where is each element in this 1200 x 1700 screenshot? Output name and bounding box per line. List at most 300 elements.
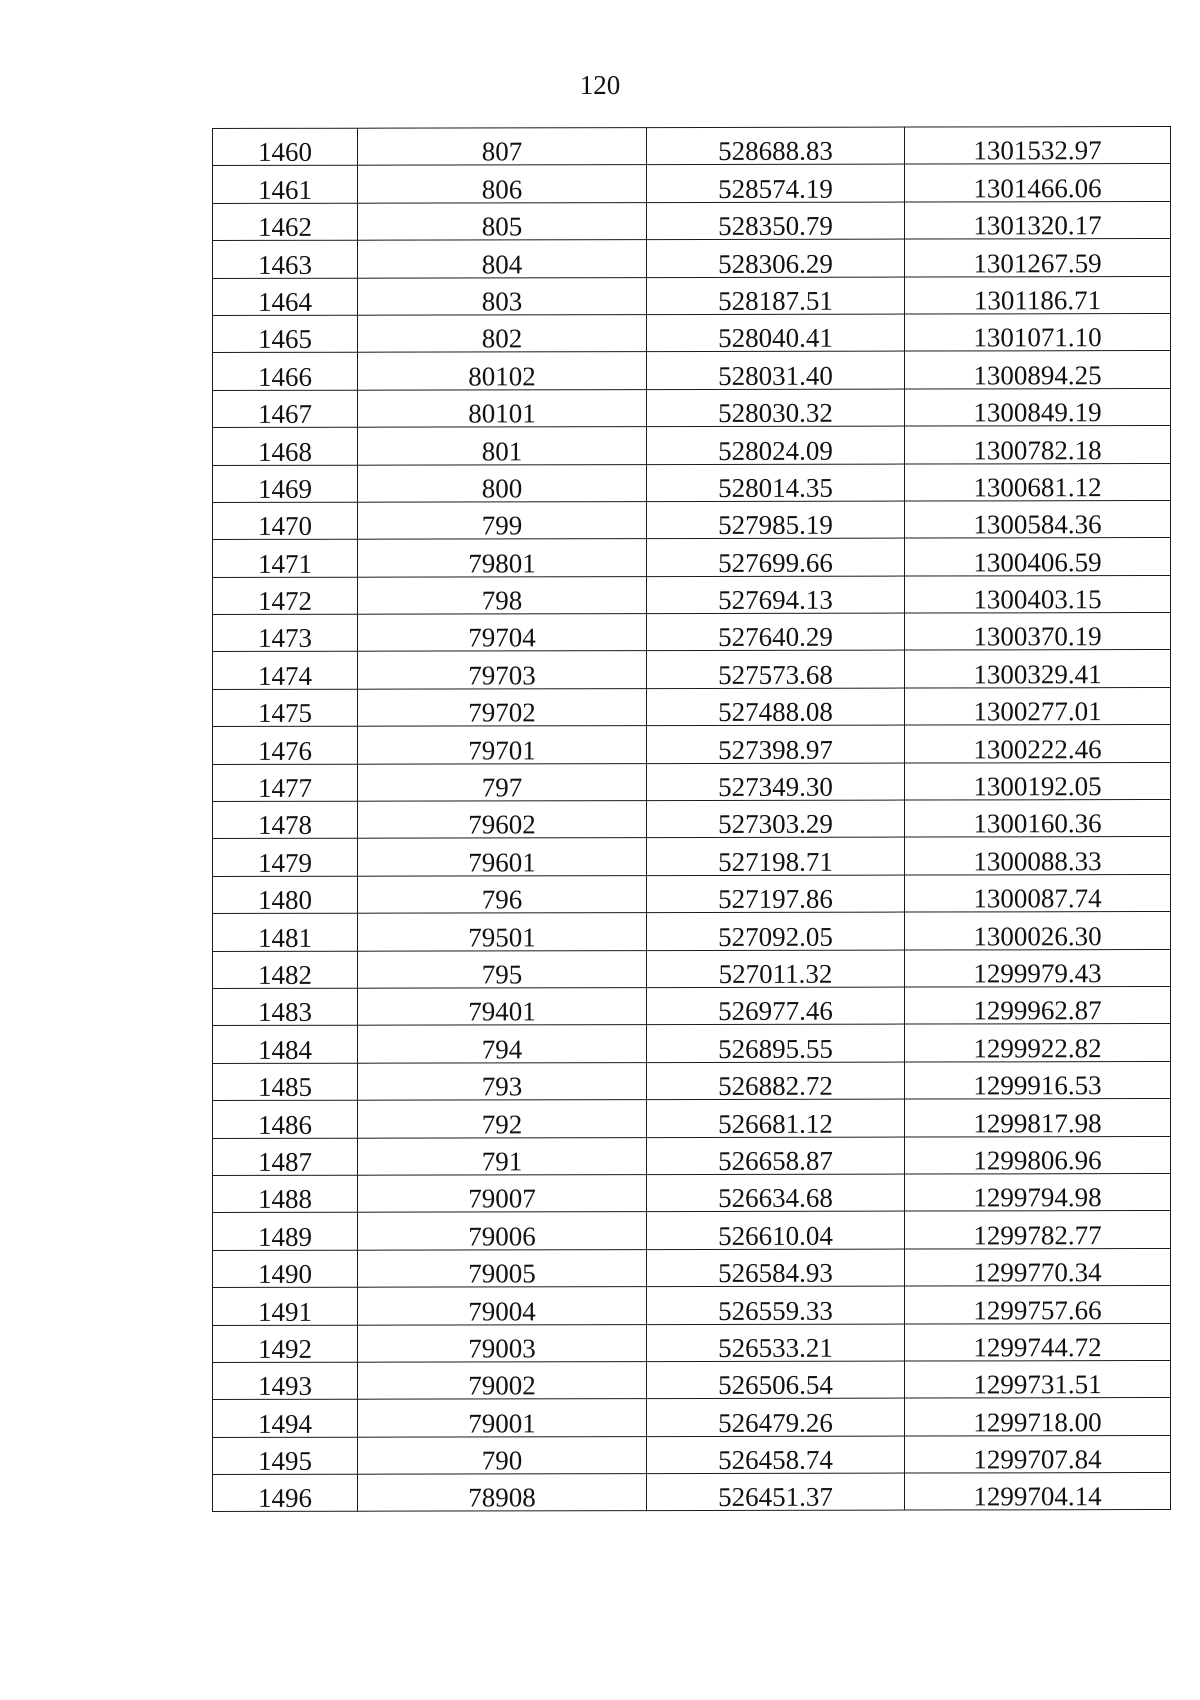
cell-text: 1469	[258, 473, 312, 504]
row-index-cell	[213, 128, 358, 166]
table-row	[213, 1099, 1171, 1138]
row-index-cell	[213, 166, 358, 204]
cell-text: 79601	[468, 847, 536, 878]
table-row	[213, 1360, 1171, 1399]
x-coordinate-cell	[647, 725, 905, 763]
cell-text: 1465	[258, 324, 312, 355]
x-coordinate-cell	[647, 239, 905, 277]
table-row	[213, 1024, 1171, 1063]
y-coordinate-cell	[905, 351, 1171, 389]
table-row	[213, 1061, 1171, 1100]
cell-text: 1487	[258, 1146, 312, 1177]
y-coordinate-cell	[905, 1173, 1171, 1211]
cell-text: 1299922.82	[973, 1032, 1102, 1064]
point-id-cell	[358, 1062, 647, 1100]
cell-text: 791	[481, 1146, 523, 1177]
table-row	[213, 613, 1171, 652]
row-index-cell	[213, 652, 358, 690]
row-index-cell	[213, 240, 358, 278]
cell-text: 793	[481, 1071, 523, 1102]
y-coordinate-cell	[905, 388, 1171, 426]
y-coordinate-cell	[905, 613, 1171, 651]
table-row	[213, 201, 1171, 240]
y-coordinate-cell	[905, 762, 1171, 800]
cell-text: 528350.79	[718, 210, 833, 242]
cell-text: 1485	[258, 1071, 312, 1103]
cell-text: 1299707.84	[973, 1444, 1102, 1475]
cell-text: 527303.29	[718, 809, 833, 840]
point-id-cell	[358, 315, 647, 353]
y-coordinate-cell	[905, 1099, 1171, 1137]
point-id-cell	[358, 1399, 647, 1437]
y-coordinate-cell	[905, 1473, 1171, 1511]
x-coordinate-cell	[647, 688, 905, 726]
cell-text: 1299794.98	[973, 1182, 1102, 1213]
cell-text: 79602	[468, 809, 536, 840]
row-index-cell	[213, 390, 358, 428]
cell-text: 1481	[258, 922, 312, 953]
point-id-cell	[358, 539, 647, 577]
cell-text: 1473	[258, 623, 312, 654]
cell-text: 1299757.66	[973, 1294, 1102, 1325]
cell-text: 802	[481, 323, 523, 354]
cell-text: 1299782.77	[973, 1219, 1102, 1251]
row-index-cell	[213, 1175, 358, 1213]
y-coordinate-cell	[905, 276, 1171, 314]
table-row	[213, 837, 1171, 876]
point-id-cell	[358, 165, 647, 203]
y-coordinate-cell	[905, 912, 1171, 950]
table-row	[213, 725, 1171, 764]
y-coordinate-cell	[905, 837, 1171, 875]
cell-text: 1484	[258, 1034, 312, 1065]
cell-text: 1300026.30	[973, 920, 1102, 951]
cell-text: 1462	[258, 211, 312, 243]
cell-text: 527398.97	[718, 734, 833, 765]
table-row	[213, 426, 1171, 465]
cell-text: 1300087.74	[973, 883, 1102, 914]
cell-text: 526977.46	[718, 996, 833, 1027]
cell-text: 1300192.05	[973, 771, 1102, 802]
table-row	[213, 874, 1171, 913]
cell-text: 1299916.53	[973, 1070, 1102, 1101]
table-row	[213, 949, 1171, 988]
cell-text: 1461	[258, 174, 312, 205]
point-id-cell	[358, 277, 647, 315]
row-index-cell	[213, 278, 358, 316]
cell-text: 527011.32	[718, 958, 833, 989]
row-index-cell	[213, 951, 358, 989]
row-index-cell	[213, 502, 358, 540]
table-row	[213, 239, 1171, 278]
cell-text: 1496	[258, 1483, 312, 1514]
cell-text: 526451.37	[718, 1482, 833, 1513]
cell-text: 1300406.59	[973, 546, 1102, 578]
point-id-cell	[358, 128, 647, 166]
point-id-cell	[358, 726, 647, 764]
row-index-cell	[213, 1399, 358, 1437]
cell-text: 797	[481, 772, 523, 803]
cell-text: 1467	[258, 398, 312, 430]
cell-text: 792	[481, 1108, 523, 1139]
table-row	[213, 650, 1171, 689]
y-coordinate-cell	[905, 687, 1171, 725]
cell-text: 807	[481, 136, 523, 167]
point-id-cell	[358, 389, 647, 427]
table-row	[213, 1398, 1171, 1437]
cell-text: 1476	[258, 735, 312, 766]
cell-text: 1300370.19	[973, 621, 1102, 652]
cell-text: 79006	[468, 1221, 536, 1252]
cell-text: 1482	[258, 959, 312, 990]
cell-text: 527488.08	[718, 696, 833, 728]
cell-text: 78908	[468, 1482, 536, 1513]
y-coordinate-cell	[905, 1211, 1171, 1249]
table-row	[213, 1473, 1171, 1512]
table-row	[213, 912, 1171, 951]
point-id-cell	[358, 651, 647, 689]
cell-text: 79801	[468, 548, 536, 579]
cell-text: 1299770.34	[973, 1257, 1102, 1288]
row-index-cell	[213, 465, 358, 503]
table-row	[213, 1211, 1171, 1250]
x-coordinate-cell	[647, 1174, 905, 1212]
point-id-cell	[358, 688, 647, 726]
row-index-cell	[213, 539, 358, 577]
cell-text: 1477	[258, 772, 312, 803]
y-coordinate-cell	[905, 1323, 1171, 1361]
cell-text: 526658.87	[718, 1145, 833, 1176]
cell-text: 527699.66	[718, 547, 833, 578]
coordinates-table-container	[212, 126, 1170, 1512]
y-coordinate-cell	[905, 126, 1171, 164]
cell-text: 1489	[258, 1221, 312, 1252]
cell-text: 1466	[258, 361, 312, 392]
cell-text: 528031.40	[718, 360, 833, 391]
x-coordinate-cell	[647, 1361, 905, 1399]
y-coordinate-cell	[905, 1024, 1171, 1062]
cell-text: 795	[481, 959, 523, 990]
cell-text: 1301320.17	[973, 210, 1102, 241]
cell-text: 526584.93	[718, 1257, 833, 1289]
cell-text: 1474	[258, 660, 312, 691]
table-row	[213, 1435, 1171, 1474]
cell-text: 79001	[468, 1407, 536, 1439]
cell-text: 1299744.72	[973, 1332, 1102, 1363]
x-coordinate-cell	[647, 1286, 905, 1324]
cell-text: 1299718.00	[973, 1406, 1102, 1438]
row-index-cell	[213, 1362, 358, 1400]
x-coordinate-cell	[647, 1398, 905, 1436]
point-id-cell	[358, 1361, 647, 1399]
y-coordinate-cell	[905, 500, 1171, 538]
y-coordinate-cell	[905, 650, 1171, 688]
cell-text: 528040.41	[718, 323, 833, 354]
cell-text: 1463	[258, 249, 312, 280]
cell-text: 1301071.10	[973, 322, 1102, 353]
table-row	[213, 1173, 1171, 1212]
cell-text: 1300782.18	[973, 434, 1102, 465]
cell-text: 1486	[258, 1109, 312, 1140]
cell-text: 528014.35	[718, 472, 833, 503]
cell-text: 527985.19	[718, 509, 833, 541]
cell-text: 528030.32	[718, 397, 833, 429]
cell-text: 526479.26	[718, 1407, 833, 1438]
y-coordinate-cell	[905, 575, 1171, 613]
y-coordinate-cell	[905, 164, 1171, 202]
row-index-cell	[213, 839, 358, 877]
cell-text: 800	[481, 473, 523, 504]
y-coordinate-cell	[905, 313, 1171, 351]
cell-text: 1300277.01	[973, 696, 1102, 727]
cell-text: 527349.30	[718, 771, 833, 802]
point-id-cell	[358, 838, 647, 876]
x-coordinate-cell	[647, 613, 905, 651]
cell-text: 1300403.15	[973, 584, 1102, 615]
table-row	[213, 986, 1171, 1025]
cell-text: 1301186.71	[973, 285, 1102, 316]
x-coordinate-cell	[647, 950, 905, 988]
y-coordinate-cell	[905, 1398, 1171, 1436]
cell-text: 79501	[468, 921, 536, 953]
cell-text: 528688.83	[718, 136, 833, 167]
cell-text: 1490	[258, 1258, 312, 1290]
x-coordinate-cell	[647, 763, 905, 801]
cell-text: 526895.55	[718, 1033, 833, 1064]
row-index-cell	[213, 203, 358, 241]
point-id-cell	[358, 1100, 647, 1138]
cell-text: 1301466.06	[973, 172, 1102, 204]
cell-text: 1471	[258, 548, 312, 579]
cell-text: 1299979.43	[973, 958, 1102, 989]
cell-text: 1464	[258, 286, 312, 317]
row-index-cell	[213, 1287, 358, 1325]
table-row	[213, 351, 1171, 390]
row-index-cell	[213, 427, 358, 465]
x-coordinate-cell	[647, 1211, 905, 1249]
cell-text: 1491	[258, 1296, 312, 1327]
cell-text: 528187.51	[718, 285, 833, 316]
table-row	[213, 800, 1171, 839]
cell-text: 526458.74	[718, 1444, 833, 1476]
row-index-cell	[213, 1026, 358, 1064]
cell-text: 526882.72	[718, 1070, 833, 1102]
row-index-cell	[213, 315, 358, 353]
row-index-cell	[213, 1100, 358, 1138]
cell-text: 79004	[468, 1295, 536, 1326]
cell-text: 1472	[258, 585, 312, 616]
x-coordinate-cell	[647, 1099, 905, 1137]
point-id-cell	[358, 1137, 647, 1175]
cell-text: 1488	[258, 1184, 312, 1215]
cell-text: 1300160.36	[973, 808, 1102, 839]
y-coordinate-cell	[905, 463, 1171, 501]
cell-text: 80101	[468, 398, 536, 429]
table-row	[213, 687, 1171, 726]
table-row	[213, 1136, 1171, 1175]
cell-text: 526559.33	[718, 1295, 833, 1326]
y-coordinate-cell	[905, 1435, 1171, 1473]
cell-text: 528574.19	[718, 173, 833, 204]
cell-text: 1495	[258, 1445, 312, 1476]
table-row	[213, 388, 1171, 427]
row-index-cell	[213, 1213, 358, 1251]
cell-text: 79704	[468, 622, 536, 653]
point-id-cell	[358, 913, 647, 951]
point-id-cell	[358, 1474, 647, 1512]
x-coordinate-cell	[647, 164, 905, 202]
cell-text: 804	[481, 248, 523, 279]
x-coordinate-cell	[647, 837, 905, 875]
cell-text: 79003	[468, 1333, 536, 1364]
cell-text: 1483	[258, 997, 312, 1028]
point-id-cell	[358, 240, 647, 278]
cell-text: 1479	[258, 847, 312, 878]
point-id-cell	[358, 614, 647, 652]
row-index-cell	[213, 614, 358, 652]
cell-text: 526506.54	[718, 1369, 833, 1401]
cell-text: 1460	[258, 137, 312, 168]
cell-text: 794	[481, 1034, 523, 1065]
table-row	[213, 164, 1171, 203]
row-index-cell	[213, 1138, 358, 1176]
x-coordinate-cell	[647, 912, 905, 950]
cell-text: 803	[481, 286, 523, 317]
cell-text: 528306.29	[718, 248, 833, 279]
cell-text: 80102	[468, 361, 536, 392]
cell-text: 806	[481, 174, 523, 205]
y-coordinate-cell	[905, 426, 1171, 464]
point-id-cell	[358, 352, 647, 390]
cell-text: 1475	[258, 698, 312, 729]
cell-text: 527092.05	[718, 921, 833, 952]
y-coordinate-cell	[905, 1248, 1171, 1286]
y-coordinate-cell	[905, 949, 1171, 987]
cell-text: 801	[481, 435, 523, 466]
cell-text: 79703	[468, 660, 536, 691]
cell-text: 1299962.87	[973, 995, 1102, 1026]
cell-text: 1299806.96	[973, 1145, 1102, 1176]
page-number: 120	[579, 70, 621, 100]
cell-text: 527197.86	[718, 883, 833, 915]
cell-text: 79701	[468, 734, 536, 766]
point-id-cell	[358, 501, 647, 539]
coordinates-table	[212, 126, 1171, 1512]
cell-text: 528024.09	[718, 435, 833, 466]
cell-text: 798	[481, 585, 523, 616]
table-row	[213, 313, 1171, 352]
point-id-cell	[358, 988, 647, 1026]
x-coordinate-cell	[647, 875, 905, 913]
cell-text: 1300681.12	[973, 472, 1102, 503]
cell-text: 526610.04	[718, 1220, 833, 1251]
point-id-cell	[358, 1175, 647, 1213]
row-index-cell	[213, 1063, 358, 1101]
y-coordinate-cell	[905, 1360, 1171, 1398]
y-coordinate-cell	[905, 800, 1171, 838]
cell-text: 1301532.97	[973, 135, 1102, 166]
cell-text: 1492	[258, 1333, 312, 1364]
y-coordinate-cell	[905, 725, 1171, 763]
x-coordinate-cell	[647, 1473, 905, 1511]
point-id-cell	[358, 763, 647, 801]
cell-text: 1300584.36	[973, 509, 1102, 540]
x-coordinate-cell	[647, 538, 905, 576]
cell-text: 1300088.33	[973, 845, 1102, 877]
cell-text: 1299731.51	[973, 1369, 1102, 1400]
point-id-cell	[358, 1212, 647, 1250]
point-id-cell	[358, 202, 647, 240]
point-id-cell	[358, 464, 647, 502]
row-index-cell	[213, 1437, 358, 1475]
x-coordinate-cell	[647, 1024, 905, 1062]
x-coordinate-cell	[647, 464, 905, 502]
table-row	[213, 538, 1171, 577]
point-id-cell	[358, 875, 647, 913]
y-coordinate-cell	[905, 239, 1171, 277]
table-row	[213, 500, 1171, 539]
table-row	[213, 463, 1171, 502]
y-coordinate-cell	[905, 874, 1171, 912]
cell-text: 796	[481, 884, 523, 915]
table-row	[213, 762, 1171, 801]
x-coordinate-cell	[647, 277, 905, 315]
cell-text: 1299704.14	[973, 1481, 1102, 1512]
cell-text: 1300222.46	[973, 733, 1102, 765]
point-id-cell	[358, 576, 647, 614]
point-id-cell	[358, 950, 647, 988]
row-index-cell	[213, 1250, 358, 1288]
cell-text: 1470	[258, 511, 312, 542]
row-index-cell	[213, 353, 358, 391]
point-id-cell	[358, 1324, 647, 1362]
point-id-cell	[358, 801, 647, 839]
cell-text: 527573.68	[718, 659, 833, 690]
cell-text: 79702	[468, 697, 536, 728]
cell-text: 79401	[468, 996, 536, 1027]
x-coordinate-cell	[647, 501, 905, 539]
x-coordinate-cell	[647, 576, 905, 614]
x-coordinate-cell	[647, 1249, 905, 1287]
x-coordinate-cell	[647, 1062, 905, 1100]
cell-text: 526634.68	[718, 1183, 833, 1214]
table-row	[213, 575, 1171, 614]
cell-text: 799	[481, 510, 523, 541]
row-index-cell	[213, 988, 358, 1026]
cell-text: 1468	[258, 436, 312, 467]
x-coordinate-cell	[647, 351, 905, 389]
cell-text: 527640.29	[718, 622, 833, 653]
row-index-cell	[213, 1325, 358, 1363]
cell-text: 1480	[258, 884, 312, 916]
x-coordinate-cell	[647, 426, 905, 464]
row-index-cell	[213, 764, 358, 802]
row-index-cell	[213, 689, 358, 727]
x-coordinate-cell	[647, 127, 905, 165]
row-index-cell	[213, 913, 358, 951]
table-row	[213, 276, 1171, 315]
cell-text: 1493	[258, 1371, 312, 1402]
cell-text: 526533.21	[718, 1332, 833, 1363]
x-coordinate-cell	[647, 987, 905, 1025]
y-coordinate-cell	[905, 986, 1171, 1024]
row-index-cell	[213, 577, 358, 615]
x-coordinate-cell	[647, 1137, 905, 1175]
table-row	[213, 1323, 1171, 1362]
cell-text: 1478	[258, 810, 312, 841]
cell-text: 527694.13	[718, 584, 833, 616]
cell-text: 526681.12	[718, 1108, 833, 1139]
